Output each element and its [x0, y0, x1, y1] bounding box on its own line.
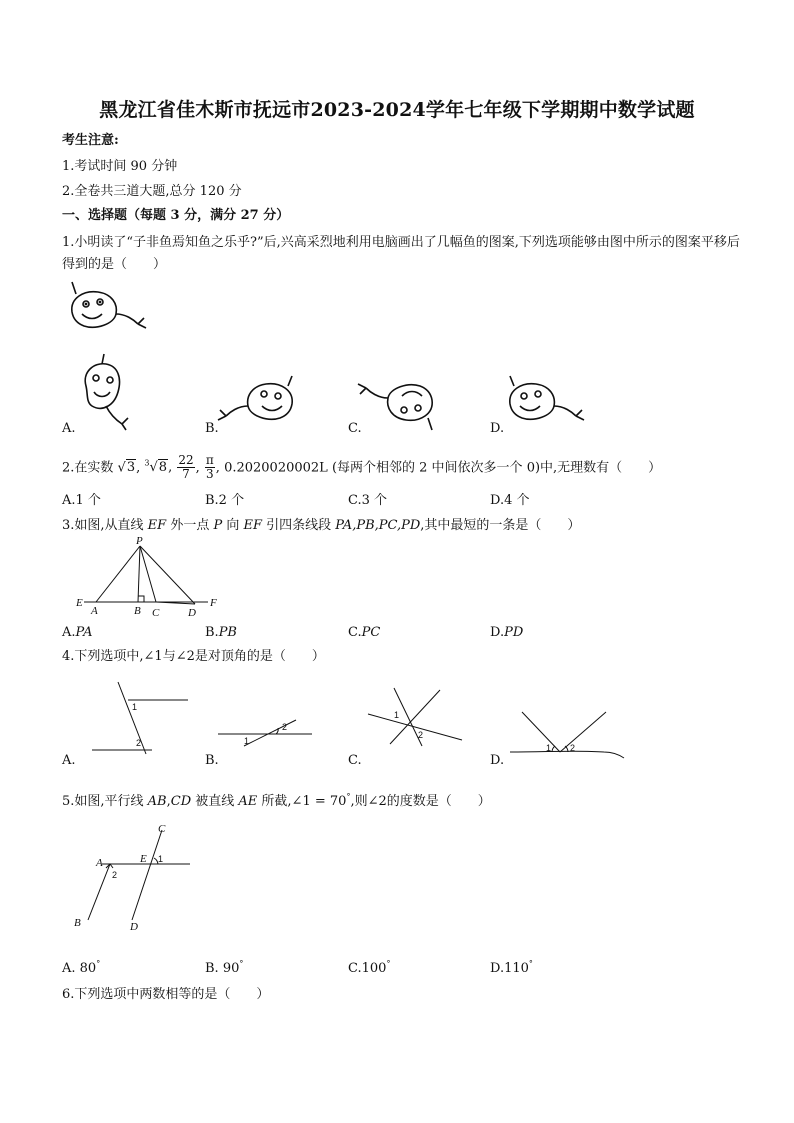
- q3-label-b: B: [134, 605, 141, 617]
- q3-label-d: D: [188, 607, 196, 619]
- q2-decimal: 0.2020020002L: [224, 460, 328, 476]
- q5-option-a[interactable]: A. 80°: [62, 959, 101, 976]
- q3-figure: [70, 536, 220, 620]
- q5-figure: [66, 816, 206, 936]
- q3-option-d[interactable]: D.PD: [490, 625, 524, 640]
- q1-option-b[interactable]: B.: [205, 421, 219, 436]
- q4-option-d[interactable]: D.: [490, 753, 505, 768]
- q1-text: 1.小明读了“子非鱼焉知鱼之乐乎?”后,兴高采烈地利用电脑画出了几幅鱼的图案,下列选项能够由图中所示的图案平移后得到的是（ ）: [62, 235, 740, 272]
- q1-option-c[interactable]: C.: [348, 421, 362, 436]
- q4c-angle-2: 2: [418, 730, 424, 740]
- q2-prefix: 2.在实数: [62, 460, 114, 476]
- notice-heading: 考生注意:: [62, 133, 119, 148]
- q4a-angle-2: 2: [136, 738, 142, 748]
- q1-option-d[interactable]: D.: [490, 421, 505, 436]
- q3-text: 3.如图,从直线 EF 外一点 P 向 EF 引四条线段 PA,PB,PC,PD,其中最短的一条是（ ）: [62, 518, 581, 533]
- q5-angle-2: 2: [112, 870, 118, 880]
- q5-label-a: A: [96, 857, 103, 869]
- page-title: 黑龙江省佳木斯市抚远市2023-2024学年七年级下学期期中数学试题: [99, 99, 695, 121]
- q5-option-c[interactable]: C.100°: [348, 959, 391, 976]
- q4-option-c-figure: [366, 682, 466, 748]
- q1-option-d-fish-figure: [504, 374, 584, 432]
- q4b-angle-1: 1: [244, 736, 250, 746]
- q3-label-a: A: [91, 605, 98, 617]
- q1-reference-fish-figure: [66, 280, 148, 338]
- notice-item-1: 1.考试时间 90 分钟: [62, 159, 178, 174]
- q2-sqrt3: √3,: [117, 460, 141, 476]
- q1-option-a-fish-figure: [76, 352, 136, 432]
- q5-label-c: C: [158, 823, 166, 835]
- section1-heading: 一、选择题（每题 3 分，满分 27 分）: [62, 208, 290, 223]
- q2-option-b[interactable]: B.2 个: [205, 493, 245, 508]
- q1-option-b-fish-figure: [222, 374, 302, 432]
- q2-option-d[interactable]: D.4 个: [490, 493, 530, 508]
- q3-label-f: F: [210, 597, 217, 609]
- q4-option-c[interactable]: C.: [348, 753, 362, 768]
- q5-angle-1: 1: [158, 854, 164, 864]
- q4-option-b-figure: [216, 710, 316, 750]
- q1-option-c-fish-figure: [362, 374, 442, 434]
- q5-label-d: D: [130, 921, 138, 933]
- q5-option-d[interactable]: D.110°: [490, 959, 533, 976]
- q3-option-a[interactable]: A.PA: [62, 625, 93, 640]
- q2-frac-pi-3: $\frac{\pi}{3}$: [205, 453, 214, 482]
- q4c-angle-1: 1: [394, 710, 400, 720]
- q5-text: 5.如图,平行线 AB,CD 被直线 AE 所截,∠1 = 70°,则∠2的度数是（ ）: [62, 792, 491, 809]
- q3-label-c: C: [152, 607, 160, 619]
- q4b-angle-2: 2: [282, 722, 288, 732]
- q2-option-a[interactable]: A.1 个: [62, 493, 101, 508]
- q3-label-p: P: [136, 535, 143, 547]
- q2-text: 2.在实数 √3, $^3$√8, $\frac{22}{7}$ , $\frac{\pi}{3}$ , 0.2020020002L (每两个相邻的 2 中间依次多一个 0)中,无理数有（ ）: [62, 453, 662, 482]
- q4-option-a-figure: [88, 680, 198, 756]
- q4-option-d-figure: [508, 706, 628, 762]
- q4d-angle-1: 1: [546, 743, 552, 753]
- q5-label-b: B: [74, 917, 81, 929]
- q4d-angle-2: 2: [570, 743, 576, 753]
- q2-suffix: (每两个相邻的 2 中间依次多一个 0)中,无理数有（ ）: [331, 460, 662, 476]
- q3-option-b[interactable]: B.PB: [205, 625, 237, 640]
- q2-frac-22-7: $\frac{22}{7}$: [178, 453, 194, 482]
- notice-item-2: 2.全卷共三道大题,总分 120 分: [62, 184, 242, 199]
- q4-option-b[interactable]: B.: [205, 753, 219, 768]
- q6-text: 6.下列选项中两数相等的是（ ）: [62, 987, 270, 1002]
- q2-cbrt8: $^3$√8,: [144, 459, 173, 476]
- q3-option-c[interactable]: C.PC: [348, 625, 381, 640]
- q3-label-e: E: [76, 597, 83, 609]
- q4a-angle-1: 1: [132, 702, 138, 712]
- q1-option-a[interactable]: A.: [62, 421, 76, 436]
- q2-option-c[interactable]: C.3 个: [348, 493, 388, 508]
- q4-option-a[interactable]: A.: [62, 753, 76, 768]
- q5-label-e: E: [140, 853, 147, 865]
- q5-option-b[interactable]: B. 90°: [205, 959, 244, 976]
- q4-text: 4.下列选项中,∠1与∠2是对顶角的是（ ）: [62, 649, 325, 664]
